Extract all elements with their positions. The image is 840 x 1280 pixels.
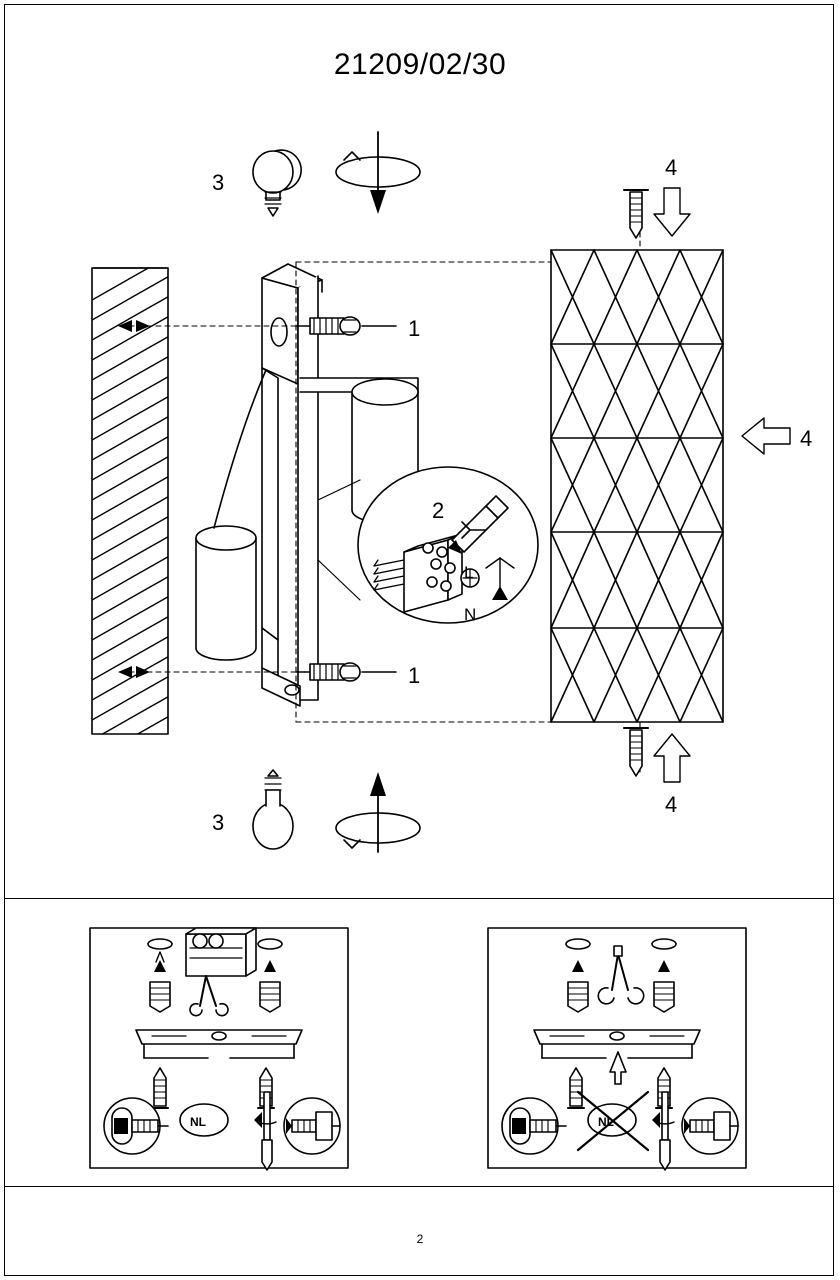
lamp-install-right [284,1098,340,1154]
label-live: L [464,563,474,582]
incorrect-mounting-panel [488,928,746,1170]
page-number: 2 [416,1232,424,1246]
label-bulb-top: 3 [212,170,225,195]
nl-label-left: NL [190,1115,206,1129]
label-screw-top: 1 [408,316,421,341]
correct-mounting-panel [90,928,348,1170]
label-shade-side: 4 [800,426,813,451]
label-terminal-block: 2 [432,498,445,523]
label-shade-bottom: 4 [665,792,678,817]
label-bulb-bottom: 3 [212,810,225,835]
page-title: 21209/02/30 [333,48,507,81]
nl-label-right: NL [598,1115,614,1129]
label-shade-top: 4 [665,155,678,180]
label-screw-bottom: 1 [408,663,421,688]
lamp-install-right-2 [682,1098,738,1154]
label-neutral: N [464,605,477,624]
